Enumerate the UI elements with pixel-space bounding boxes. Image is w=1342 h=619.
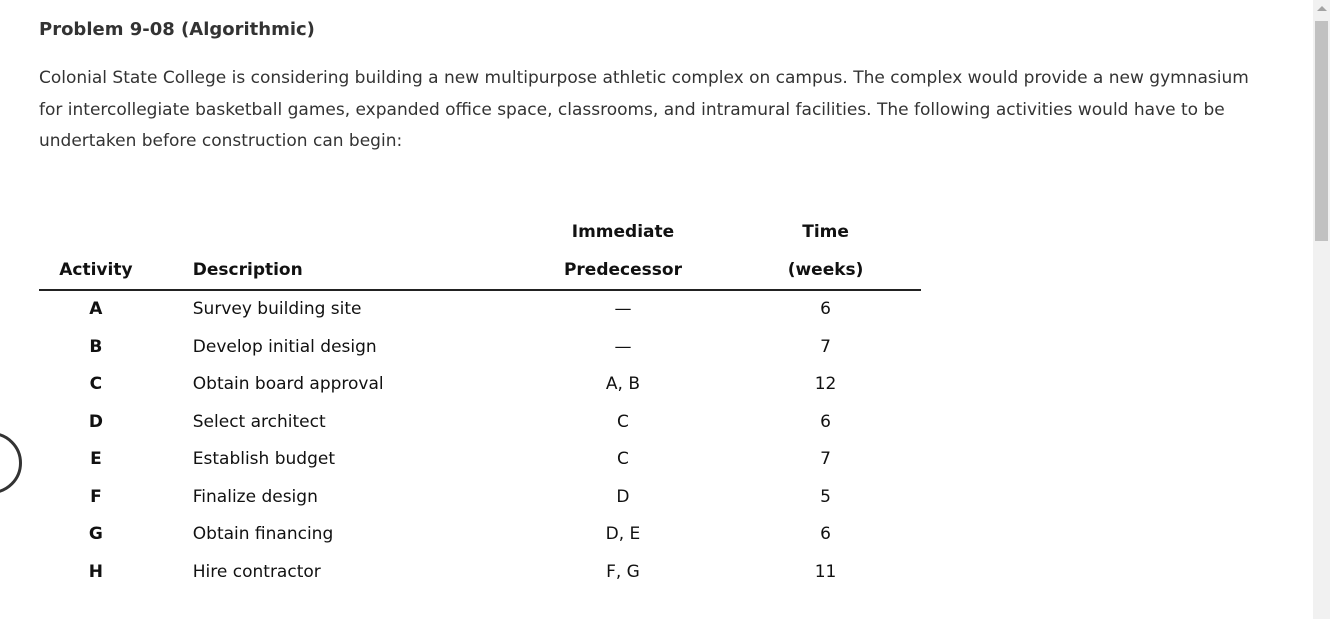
header-predecessor-bottom: Predecessor	[516, 251, 730, 290]
cell-time: 5	[820, 486, 831, 507]
cell-time: 6	[820, 411, 831, 432]
cell-description: Establish budget	[192, 449, 335, 469]
table-row	[39, 404, 921, 442]
cell-activity: E	[90, 449, 102, 469]
table-row	[39, 554, 921, 592]
header-predecessor-top: Immediate	[571, 222, 675, 242]
header-empty	[153, 213, 516, 251]
table-row	[39, 479, 921, 517]
header-time-top: Time	[802, 222, 849, 242]
cell-activity: A	[89, 299, 103, 319]
cell-predecessor: A, B	[605, 374, 641, 394]
table-row	[39, 329, 921, 367]
cell-description: Survey building site	[192, 299, 362, 319]
arrow-up-icon	[1317, 6, 1327, 11]
header-time-bottom: (weeks)	[730, 251, 921, 290]
header-activity: Activity	[39, 251, 153, 290]
cell-predecessor: D, E	[605, 524, 641, 544]
cell-time: 7	[820, 449, 831, 469]
cell-description: Develop initial design	[192, 336, 377, 357]
cell-predecessor: —	[614, 336, 632, 357]
cell-time: 6	[820, 299, 831, 319]
cell-activity: F	[90, 486, 102, 507]
table-header-top-row	[39, 213, 921, 251]
cell-description: Select architect	[192, 411, 326, 432]
cell-description: Obtain board approval	[192, 374, 384, 394]
header-description: Description	[153, 251, 516, 290]
problem-intro: Colonial State College is considering building a new multipurpose athletic complex on campus. The complex would provide a new gymnasium for intercollegiate basketball games, expanded office space, classrooms, and intramural facilities. The following activities would have to be undertaken before construction can begin:	[39, 68, 1249, 151]
cell-description: Hire contractor	[192, 561, 321, 582]
table-row	[39, 366, 921, 404]
scrollbar-thumb[interactable]	[1315, 21, 1328, 241]
vertical-scrollbar[interactable]	[1313, 0, 1330, 619]
cell-predecessor: —	[614, 299, 632, 319]
cell-description: Finalize design	[192, 486, 318, 507]
scroll-up-button[interactable]	[1313, 0, 1330, 17]
table-row	[39, 516, 921, 554]
cell-predecessor: F, G	[606, 561, 640, 582]
cell-activity: C	[89, 374, 103, 394]
cell-description: Obtain financing	[192, 524, 334, 544]
floating-circle-button[interactable]	[0, 432, 22, 494]
cell-predecessor: C	[617, 449, 629, 469]
cell-predecessor: D	[616, 486, 630, 507]
table-row	[39, 441, 921, 479]
cell-activity: G	[88, 524, 103, 544]
table-header-bottom-row	[39, 251, 921, 290]
cell-time: 11	[814, 561, 837, 582]
cell-activity: D	[88, 411, 103, 432]
problem-title: Problem 9-08 (Algorithmic)	[39, 19, 315, 40]
activities-table	[39, 213, 921, 591]
header-empty	[39, 213, 153, 251]
cell-predecessor: C	[617, 411, 629, 432]
cell-activity: H	[88, 561, 103, 582]
cell-activity: B	[89, 336, 103, 357]
cell-time: 7	[820, 336, 831, 357]
table-row	[39, 290, 921, 329]
window-edge	[1330, 0, 1342, 619]
cell-time: 12	[814, 374, 837, 394]
cell-time: 6	[820, 524, 831, 544]
